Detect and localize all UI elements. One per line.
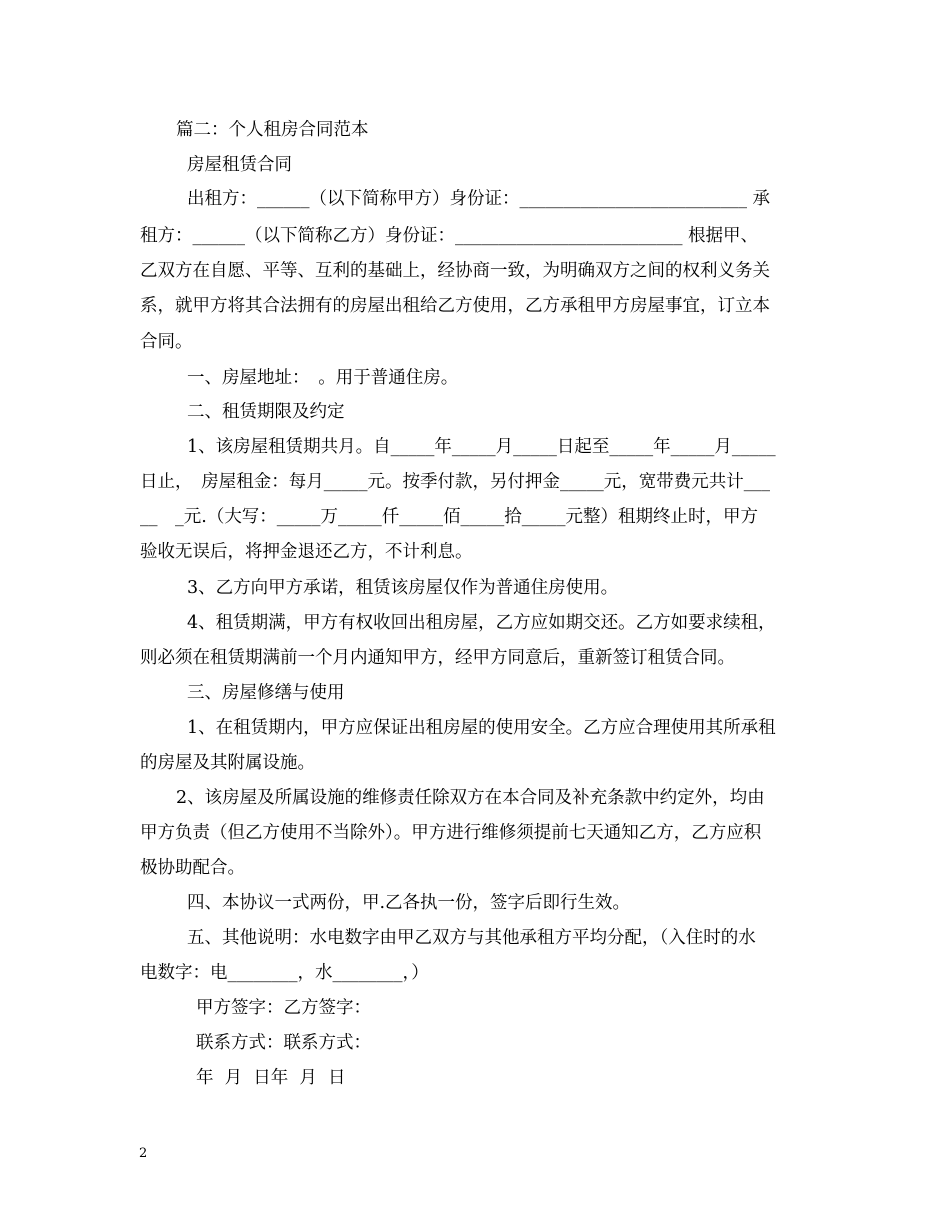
clause-line: 电数字：电________，水________，）	[140, 963, 429, 983]
section-heading: 篇二：个人租房合同范本	[176, 120, 369, 140]
clause-line: 四、本协议一式两份，甲.乙各执一份，签字后即行生效。	[187, 893, 631, 913]
lessor-line: 出租方：______（以下简称甲方）身份证：__________________________ 承	[187, 189, 771, 209]
clause-line: 五、其他说明：水电数字由甲乙双方与其他承租方平均分配，（入住时的水	[187, 928, 756, 948]
clause-line: 的房屋及其附属设施。	[140, 753, 315, 773]
signature-line: 甲方签字：乙方签字：	[196, 998, 371, 1018]
clause-line: 甲方负责（但乙方使用不当除外）。甲方进行维修须提前七天通知乙方，乙方应积	[140, 823, 762, 843]
section-title: 三、房屋修缮与使用	[187, 683, 345, 703]
clause-line: 验收无误后，将押金退还乙方，不计利息。	[140, 542, 473, 562]
clause-line: 3、乙方向甲方承诺，租赁该房屋仅作为普通住房使用。	[187, 578, 619, 598]
page-number: 2	[139, 1146, 148, 1161]
clause-line: 则必须在租赁期满前一个月内通知甲方，经甲方同意后，重新签订租赁合同。	[140, 648, 735, 668]
clause-line: 2、该房屋及所属设施的维修责任除双方在本合同及补充条款中约定外，均由	[176, 788, 765, 808]
date-line: 年 月 日年 月 日	[196, 1068, 346, 1088]
clause-line: 日止， 房屋租金：每月_____元。按季付款，另付押金_____元，宽带费元共计___	[140, 472, 770, 492]
clause-line: 极协助配合。	[140, 858, 245, 878]
clause-address: 一、房屋地址： 。用于普通住房。	[187, 368, 459, 388]
contract-title: 房屋租赁合同	[187, 155, 292, 175]
lessee-line: 租方：______（以下简称乙方）身份证：__________________________ 根据甲、	[140, 226, 759, 246]
preamble-line: 合同。	[140, 332, 193, 352]
preamble-line: 系，就甲方将其合法拥有的房屋出租给乙方使用，乙方承租甲方房屋事宜，订立本	[140, 296, 770, 316]
contact-line: 联系方式：联系方式：	[196, 1033, 371, 1053]
clause-line: 4、租赁期满，甲方有权收回出租房屋，乙方应如期交还。乙方如要求续租，	[187, 613, 776, 633]
clause-line: __ _元.（大写：_____万_____仟_____佰_____拾_____元整）租期终止时，甲方	[140, 507, 759, 527]
clause-line: 1、在租赁期内，甲方应保证出租房屋的使用安全。乙方应合理使用其所承租	[187, 718, 776, 738]
section-title: 二、租赁期限及约定	[187, 402, 345, 422]
preamble-line: 乙双方在自愿、平等、互利的基础上，经协商一致，为明确双方之间的权利义务关	[140, 261, 770, 281]
clause-line: 1、该房屋租赁期共月。自_____年_____月_____日起至_____年_____月_____	[187, 437, 776, 457]
